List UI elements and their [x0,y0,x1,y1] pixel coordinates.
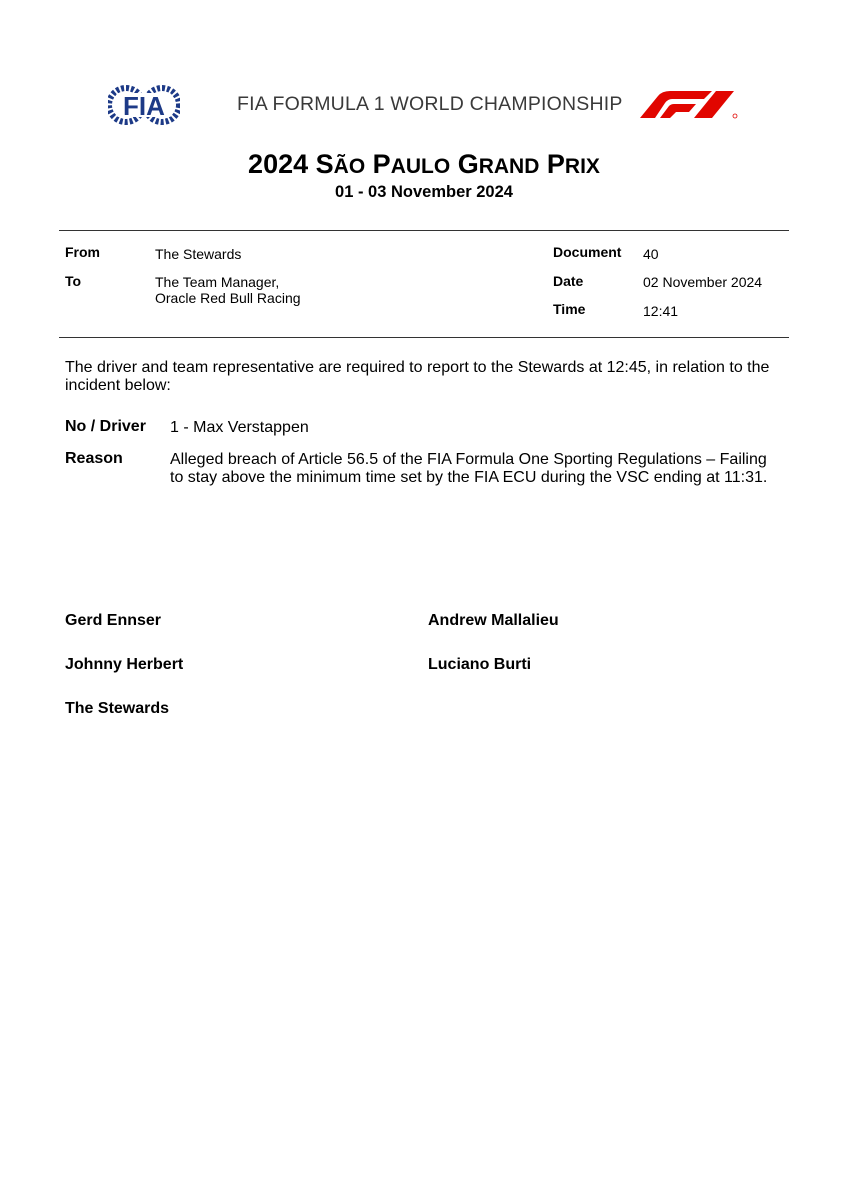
top-divider [59,230,789,231]
to-value-line1: The Team Manager, [155,274,280,290]
steward-name: Johnny Herbert [65,656,184,673]
date-label: Date [553,273,584,289]
reason-label: Reason [65,450,123,467]
to-value-line2: Oracle Red Bull Racing [155,290,301,306]
event-title [0,149,848,180]
time-value: 12:41 [643,303,679,319]
event-dates: 01 - 03 November 2024 [335,183,513,201]
steward-name: Andrew Mallalieu [428,612,559,629]
reason-value: Alleged breach of Article 56.5 of the FIA Formula One Sporting Regulations – Failing to stay above the minimum time set by the FIA ECU during the VSC ending at 11:31. [170,451,768,486]
title-word: PRIX [546,149,600,179]
stewards-closing: The Stewards [65,700,170,717]
f1-logo [636,88,740,120]
championship-title: FIA FORMULA 1 WORLD CHAMPIONSHIP [237,93,623,115]
document-label: Document [553,244,622,260]
document-value: 40 [643,246,659,262]
from-value: The Stewards [155,246,242,262]
steward-name: Luciano Burti [428,656,532,673]
f1-logo-text: F1 [636,88,638,89]
driver-label: No / Driver [65,418,146,435]
summons-text: The driver and team representative are required to report to the Stewards at 12:45, in relation to the incident below: [65,359,770,394]
bottom-divider [59,337,789,338]
from-label: From [65,244,100,260]
fia-logo-text: FIA [123,91,165,121]
title-word: SÃO [315,149,366,179]
title-word: PAULO [372,149,451,179]
steward-name: Gerd Ennser [65,612,162,629]
fia-logo [108,79,180,131]
to-label: To [65,273,82,289]
title-year: 2024 [248,149,309,179]
driver-value: 1 - Max Verstappen [170,419,309,436]
time-label: Time [553,301,586,317]
date-value: 02 November 2024 [643,274,763,290]
title-word: GRAND [457,149,540,179]
